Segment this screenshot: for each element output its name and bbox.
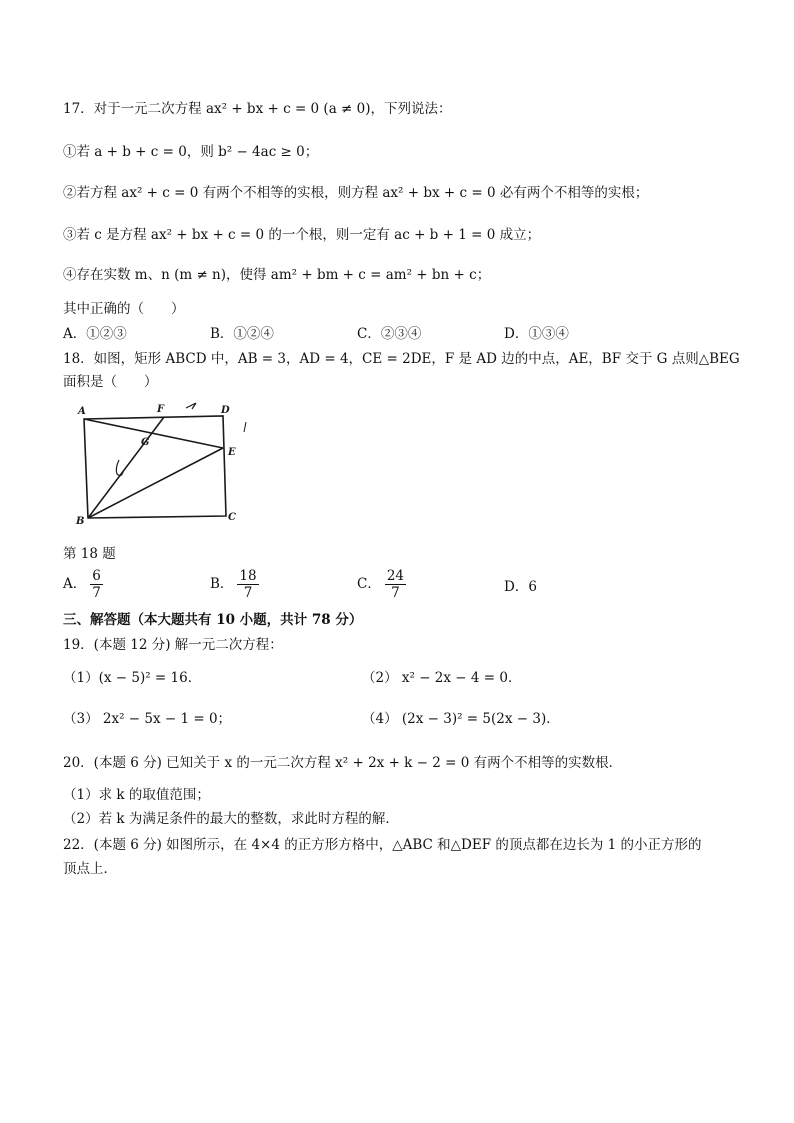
q22-stem-line1: 22．(本题 6 分) 如图所示，在 4×4 的正方形方格中，△ABC 和△DEF 的顶点都在边长为 1 的小正方形的 (63, 837, 702, 853)
q18-option-c-den: 7 (391, 585, 400, 601)
q17-option-b: B．①②④ (210, 326, 274, 342)
q19-part-3: （3） 2x² − 5x − 1 = 0； (63, 711, 232, 727)
q17-statement-2: ②若方程 ax² + c = 0 有两个不相等的实根，则方程 ax² + bx + c = 0 必有两个不相等的实根； (63, 185, 649, 201)
q18-option-a-den: 7 (92, 585, 101, 601)
q20-stem: 20．(本题 6 分) 已知关于 x 的一元二次方程 x² + 2x + k − 2 = 0 有两个不相等的实数根． (63, 755, 623, 771)
q18-option-c-num: 24 (386, 568, 405, 584)
q19-part-4: （4） (2x − 3)² = 5(2x − 3)． (362, 711, 560, 727)
pencil-mark (116, 460, 123, 476)
q18-option-d-letter: D． (504, 579, 529, 595)
pencil-mark-right (244, 422, 246, 432)
rectangle-abcd (84, 416, 226, 518)
label-d: D (221, 405, 230, 416)
q20-part-1: （1）求 k 的取值范围； (63, 787, 210, 803)
q18-option-d-value: 6 (528, 579, 537, 595)
q18-option-b-fraction (237, 568, 258, 601)
q18-option-c-letter: C． (357, 576, 381, 592)
q19-part-2: （2） x² − 2x − 4 = 0． (362, 670, 522, 686)
q18-option-a (63, 568, 103, 601)
label-e: E (228, 447, 236, 458)
q17-statement-3: ③若 c 是方程 ax² + bx + c = 0 的一个根，则一定有 ac + b + 1 = 0 成立； (63, 227, 541, 243)
segment-ae (84, 419, 223, 448)
q18-option-b-den: 7 (243, 585, 253, 601)
q18-option-b-letter: B． (210, 576, 234, 592)
segment-be (88, 448, 223, 518)
q17-option-c: C．②③④ (357, 326, 422, 342)
q20-part-2: （2）若 k 为满足条件的最大的整数，求此时方程的解． (63, 811, 399, 827)
q18-option-a-fraction (90, 568, 103, 601)
rectangle-diagram (68, 400, 258, 532)
q17-stem: 17．对于一元二次方程 ax² + bx + c = 0 (a ≠ 0)，下列说法： (63, 101, 452, 117)
q18-option-c-fraction (385, 568, 406, 601)
q18-option-a-num: 6 (92, 568, 101, 584)
label-b: B (76, 516, 85, 527)
label-f: F (157, 404, 165, 415)
q17-statement-4: ④存在实数 m、n (m ≠ n)，使得 am² + bm + c = am² + bn + c； (63, 267, 491, 283)
q18-figure (68, 400, 258, 532)
q18-stem-line1: 18．如图，矩形 ABCD 中，AB = 3，AD = 4，CE = 2DE，F 是 AD 边的中点，AE，BF 交于 G 点则△BEG (63, 351, 740, 367)
segment-bf (88, 417, 164, 518)
section-3-heading: 三、解答题（本大题共有 10 小题，共计 78 分） (63, 612, 363, 628)
q22-stem-line2: 顶点上． (63, 861, 117, 877)
q18-option-a-letter: A． (63, 576, 87, 592)
q19-stem: 19．(本题 12 分) 解一元二次方程： (63, 637, 283, 653)
q18-figure-caption: 第 18 题 (63, 546, 116, 562)
q18-option-b-num: 18 (239, 568, 257, 584)
q17-option-d: D．①③④ (504, 326, 569, 342)
q18-stem-line2: 面积是（ ） (63, 374, 158, 390)
q17-statement-1: ①若 a + b + c = 0，则 b² − 4ac ≥ 0； (63, 144, 319, 160)
label-c: C (228, 512, 236, 523)
q17-option-a: A．①②③ (63, 326, 127, 342)
q19-part-1: （1）(x − 5)² = 16． (63, 670, 202, 686)
label-g: G (141, 437, 150, 448)
q18-option-c (357, 568, 406, 601)
label-a: A (78, 406, 86, 417)
pencil-mark-top (186, 403, 196, 409)
q18-option-d (504, 578, 537, 596)
q18-option-b (210, 568, 259, 601)
q17-ask: 其中正确的（ ） (63, 301, 185, 317)
